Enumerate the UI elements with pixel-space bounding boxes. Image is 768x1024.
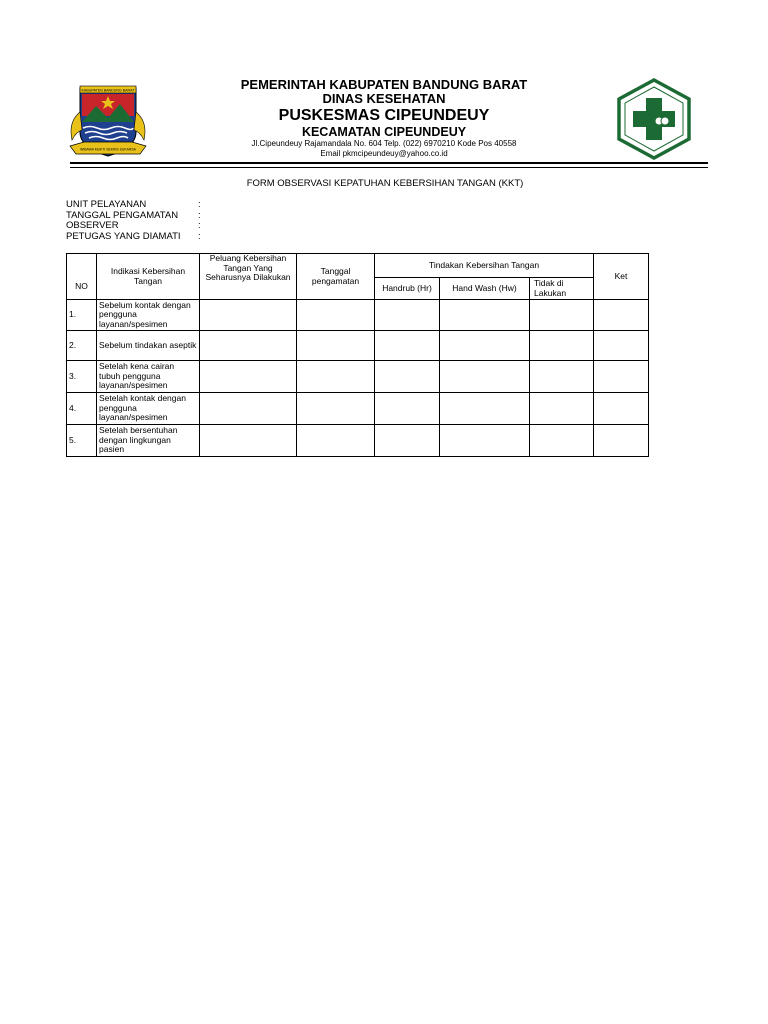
row-no: 1. [67,300,97,331]
cell-handrub[interactable] [375,425,440,457]
cell-handwash[interactable] [440,361,530,393]
header-tidak: Tidak di Lakukan [530,278,594,300]
row-no: 4. [67,393,97,425]
letterhead-rule-thin [70,167,708,168]
cell-ket[interactable] [594,393,649,425]
cell-ket[interactable] [594,331,649,361]
cell-ket[interactable] [594,300,649,331]
puskesmas-logo [617,78,691,160]
meta-label: UNIT PELAYANAN [66,199,147,210]
logo-top-banner-text: KABUPATEN BANDUNG BARAT [81,88,135,93]
row-indikasi: Setelah kena cairan tubuh pengguna layanan/spesimen [97,361,200,393]
cell-ket[interactable] [594,361,649,393]
meta-colon: : [198,230,201,242]
institution-name: PUSKESMAS CIPEUNDEUY [278,107,490,124]
letterhead [160,78,608,159]
table-row [67,300,649,331]
form-title: FORM OBSERVASI KEPATUHAN KEBERSIHAN TANGAN (KKT) [246,178,524,189]
meta-label: PETUGAS YANG DIAMATI [66,230,181,242]
meta-colon: : [198,199,201,210]
row-indikasi: Setelah bersentuhan dengan lingkungan pasien [97,425,200,457]
cell-peluang[interactable] [200,393,297,425]
header-ket: Ket [594,254,649,300]
cell-tidak[interactable] [530,361,594,393]
cell-tidak[interactable] [530,425,594,457]
cell-tidak[interactable] [530,393,594,425]
cell-peluang[interactable] [200,361,297,393]
row-indikasi: Sebelum tindakan aseptik [97,331,200,361]
row-no: 3. [67,361,97,393]
table-row [67,425,649,457]
cell-ket[interactable] [594,425,649,457]
table-row [67,331,649,361]
meta-label: TANGGAL PENGAMATAN [66,209,179,221]
meta-row-observer [66,221,208,232]
meta-label: OBSERVER [66,220,119,231]
cell-handrub[interactable] [375,393,440,425]
government-name: PEMERINTAH KABUPATEN BANDUNG BARAT [240,77,528,92]
header-handrub: Handrub (Hr) [375,278,440,300]
row-no: 2. [67,331,97,361]
table-row [67,393,649,425]
cell-tidak[interactable] [530,331,594,361]
address-line: Jl.Cipeundeuy Rajamandala No. 604 Telp. (022) 6970210 Kode Pos 40558 [251,139,517,148]
header-peluang: Peluang Kebersihan Tangan Yang Seharusnya Dilakukan [200,254,297,300]
cell-tanggal[interactable] [297,393,375,425]
cell-peluang[interactable] [200,300,297,331]
cell-handwash[interactable] [440,331,530,361]
header-no: NO [67,254,97,300]
meta-row-unit [66,200,208,211]
department-name: DINAS KESEHATAN [322,91,446,106]
header-tindakan: Tindakan Kebersihan Tangan [375,254,594,278]
cell-handrub[interactable] [375,361,440,393]
cell-handrub[interactable] [375,300,440,331]
header-tanggal: Tanggal pengamatan [297,254,375,300]
cell-handwash[interactable] [440,300,530,331]
header-handwash: Hand Wash (Hw) [440,278,530,300]
observation-table [66,253,649,457]
cell-peluang[interactable] [200,425,297,457]
meta-colon: : [198,209,201,221]
meta-row-staff [66,232,208,243]
logo-bottom-banner-text: WIBAWA MUKTI SEKRIS SUKARSA [80,147,136,152]
email-line: Email pkmcipeundeuy@yahoo.co.id [320,149,448,158]
form-meta [66,200,208,242]
cell-handwash[interactable] [440,425,530,457]
row-no: 5. [67,425,97,457]
cell-peluang[interactable] [200,331,297,361]
row-indikasi: Setelah kontak dengan pengguna layanan/spesimen [97,393,200,425]
cell-tanggal[interactable] [297,425,375,457]
cell-handwash[interactable] [440,393,530,425]
letterhead-rule-thick [70,162,708,164]
cell-tanggal[interactable] [297,331,375,361]
kabupaten-bandung-barat-logo [66,82,150,164]
header-indikasi: Indikasi Kebersihan Tangan [97,254,200,300]
meta-colon: : [198,220,201,231]
table-header-row [67,254,649,278]
table-row [67,361,649,393]
cell-handrub[interactable] [375,331,440,361]
row-indikasi: Sebelum kontak dengan pengguna layanan/spesimen [97,300,200,331]
district-name: KECAMATAN CIPEUNDEUY [301,125,467,139]
cell-tanggal[interactable] [297,300,375,331]
cell-tidak[interactable] [530,300,594,331]
cell-tanggal[interactable] [297,361,375,393]
